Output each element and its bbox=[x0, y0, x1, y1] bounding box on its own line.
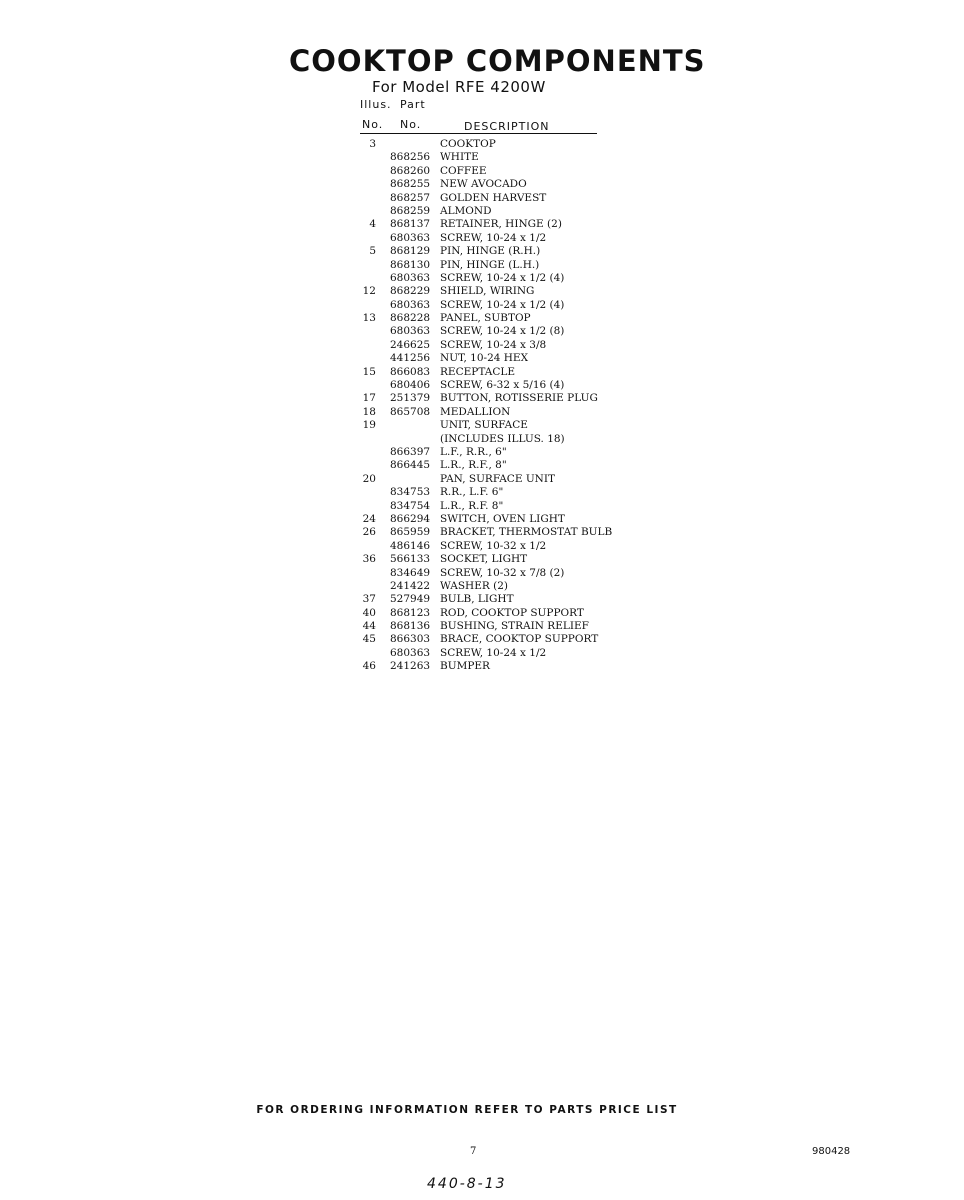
illus-number: 3 bbox=[369, 138, 376, 150]
parts-row bbox=[360, 352, 640, 365]
parts-row bbox=[360, 259, 640, 272]
illus-number: 36 bbox=[362, 553, 376, 566]
parts-row bbox=[360, 419, 640, 432]
part-number: 866397 bbox=[390, 445, 431, 458]
part-description: WASHER (2) bbox=[440, 579, 508, 592]
parts-row bbox=[360, 513, 640, 526]
part-number: 241422 bbox=[390, 579, 431, 592]
parts-row bbox=[360, 526, 640, 539]
parts-row bbox=[360, 245, 640, 258]
part-number: 566133 bbox=[390, 553, 431, 566]
part-description: (INCLUDES ILLUS. 18) bbox=[440, 432, 565, 445]
parts-row bbox=[360, 540, 640, 553]
part-number: 868255 bbox=[390, 178, 431, 191]
part-number: 868129 bbox=[390, 245, 431, 258]
illus-number: 17 bbox=[362, 392, 376, 405]
parts-row bbox=[360, 151, 640, 164]
part-description: SCREW, 10-24 x 1/2 (4) bbox=[440, 298, 565, 311]
part-number: 866445 bbox=[390, 459, 431, 472]
description-header: DESCRIPTION bbox=[464, 120, 550, 133]
illus-number: 13 bbox=[362, 312, 376, 325]
part-description: SCREW, 10-24 x 1/2 bbox=[440, 646, 547, 659]
illus-number: 5 bbox=[369, 245, 376, 258]
illus-number: 18 bbox=[362, 405, 376, 418]
part-description: ROD, COOKTOP SUPPORT bbox=[440, 606, 584, 619]
part-description: PANEL, SUBTOP bbox=[440, 312, 531, 325]
parts-row bbox=[360, 366, 640, 379]
part-number: 680406 bbox=[390, 379, 431, 392]
part-number: 680363 bbox=[390, 231, 431, 244]
illus-number: 46 bbox=[362, 660, 376, 673]
part-description: BRACKET, THERMOSTAT BULB bbox=[440, 526, 613, 539]
part-number: 868260 bbox=[390, 164, 431, 177]
parts-row bbox=[360, 379, 640, 392]
parts-row bbox=[360, 660, 640, 673]
part-description: ALMOND bbox=[440, 204, 492, 217]
illus-number: 19 bbox=[362, 419, 376, 432]
parts-row bbox=[360, 433, 640, 446]
parts-row bbox=[360, 325, 640, 338]
part-description: SHIELD, WIRING bbox=[440, 285, 535, 298]
part-description: RETAINER, HINGE (2) bbox=[440, 218, 562, 231]
part-number: 680363 bbox=[390, 325, 431, 338]
parts-row bbox=[360, 285, 640, 298]
parts-row bbox=[360, 633, 640, 646]
part-description: BUSHING, STRAIN RELIEF bbox=[440, 620, 589, 633]
parts-row bbox=[360, 205, 640, 218]
header-rule bbox=[360, 133, 597, 134]
part-description: PIN, HINGE (R.H.) bbox=[440, 245, 541, 258]
illus-number: 20 bbox=[362, 472, 376, 485]
parts-row bbox=[360, 299, 640, 312]
part-number: 865959 bbox=[390, 526, 431, 539]
parts-row bbox=[360, 500, 640, 513]
part-description: MEDALLION bbox=[440, 405, 511, 418]
illus-number: 37 bbox=[362, 593, 376, 606]
part-number: 868257 bbox=[390, 191, 431, 204]
part-number: 834753 bbox=[390, 486, 431, 499]
part-number: 868136 bbox=[390, 620, 431, 633]
illus-number: 24 bbox=[362, 512, 376, 525]
part-number: 868259 bbox=[390, 204, 431, 217]
illus-header-top: Illus. bbox=[360, 98, 392, 111]
part-no-header: No. bbox=[400, 118, 422, 131]
parts-row bbox=[360, 459, 640, 472]
parts-row bbox=[360, 620, 640, 633]
illus-number: 44 bbox=[362, 620, 376, 633]
part-number: 868256 bbox=[390, 151, 431, 164]
part-number: 866294 bbox=[390, 512, 431, 525]
part-number: 441256 bbox=[390, 352, 431, 365]
part-description: WHITE bbox=[440, 151, 479, 164]
ordering-footer: FOR ORDERING INFORMATION REFER TO PARTS PRICE LIST bbox=[256, 1104, 678, 1116]
part-description: L.R., R.F. 8" bbox=[440, 499, 504, 512]
part-number: 868137 bbox=[390, 218, 431, 231]
part-number: 868130 bbox=[390, 258, 431, 271]
part-description: RECEPTACLE bbox=[440, 365, 516, 378]
part-description: BULB, LIGHT bbox=[440, 593, 514, 606]
part-number: 680363 bbox=[390, 646, 431, 659]
parts-row bbox=[360, 272, 640, 285]
illus-no-header: No. bbox=[362, 118, 384, 131]
parts-row bbox=[360, 567, 640, 580]
part-number: 868228 bbox=[390, 312, 431, 325]
parts-row bbox=[360, 192, 640, 205]
parts-row bbox=[360, 553, 640, 566]
part-description: NUT, 10-24 HEX bbox=[440, 352, 529, 365]
parts-row bbox=[360, 138, 640, 151]
part-description: BUTTON, ROTISSERIE PLUG bbox=[440, 392, 598, 405]
illus-number: 15 bbox=[362, 365, 376, 378]
parts-row bbox=[360, 580, 640, 593]
illus-number: 26 bbox=[362, 526, 376, 539]
parts-row bbox=[360, 165, 640, 178]
parts-row bbox=[360, 593, 640, 606]
parts-row bbox=[360, 486, 640, 499]
illus-number: 4 bbox=[369, 218, 376, 231]
parts-row bbox=[360, 339, 640, 352]
illus-number: 40 bbox=[362, 606, 376, 619]
part-description: SCREW, 10-32 x 7/8 (2) bbox=[440, 566, 565, 579]
part-number: 241263 bbox=[390, 660, 431, 673]
part-description: COOKTOP bbox=[440, 138, 496, 150]
part-number: 866303 bbox=[390, 633, 431, 646]
part-number: 868123 bbox=[390, 606, 431, 619]
parts-row bbox=[360, 647, 640, 660]
part-description: SCREW, 10-24 x 1/2 (4) bbox=[440, 271, 565, 284]
parts-row bbox=[360, 473, 640, 486]
model-subtitle: For Model RFE 4200W bbox=[372, 78, 546, 96]
part-description: PIN, HINGE (L.H.) bbox=[440, 258, 540, 271]
parts-row bbox=[360, 607, 640, 620]
part-description: R.R., L.F. 6" bbox=[440, 486, 504, 499]
part-number: 865708 bbox=[390, 405, 431, 418]
part-number: 486146 bbox=[390, 539, 431, 552]
parts-row bbox=[360, 406, 640, 419]
part-number: 868229 bbox=[390, 285, 431, 298]
part-description: GOLDEN HARVEST bbox=[440, 191, 547, 204]
illus-number: 12 bbox=[362, 285, 376, 298]
part-description: SOCKET, LIGHT bbox=[440, 553, 528, 566]
part-number: 680363 bbox=[390, 298, 431, 311]
part-description: SCREW, 10-24 x 3/8 bbox=[440, 338, 547, 351]
part-description: COFFEE bbox=[440, 164, 487, 177]
part-description: BRACE, COOKTOP SUPPORT bbox=[440, 633, 599, 646]
part-description: L.R., R.F., 8" bbox=[440, 459, 507, 472]
part-description: BUMPER bbox=[440, 660, 490, 673]
illus-number: 45 bbox=[362, 633, 376, 646]
part-description: SCREW, 10-24 x 1/2 bbox=[440, 231, 547, 244]
parts-row bbox=[360, 232, 640, 245]
part-header-top: Part bbox=[400, 98, 426, 111]
parts-row bbox=[360, 178, 640, 191]
part-description: SCREW, 10-32 x 1/2 bbox=[440, 539, 547, 552]
part-number: 246625 bbox=[390, 338, 431, 351]
parts-row bbox=[360, 446, 640, 459]
parts-row bbox=[360, 312, 640, 325]
parts-list bbox=[360, 138, 640, 674]
part-number: 834754 bbox=[390, 499, 431, 512]
part-description: NEW AVOCADO bbox=[440, 178, 527, 191]
part-number: 251379 bbox=[390, 392, 431, 405]
part-description: SCREW, 10-24 x 1/2 (8) bbox=[440, 325, 565, 338]
part-number: 680363 bbox=[390, 271, 431, 284]
page-title: COOKTOP COMPONENTS bbox=[289, 44, 706, 78]
part-description: L.F., R.R., 6" bbox=[440, 445, 507, 458]
handwritten-note: 440-8-13 bbox=[427, 1176, 507, 1192]
parts-row bbox=[360, 392, 640, 405]
part-description: SCREW, 6-32 x 5/16 (4) bbox=[440, 379, 565, 392]
part-description: UNIT, SURFACE bbox=[440, 419, 528, 432]
page-number: 7 bbox=[470, 1146, 477, 1157]
parts-row bbox=[360, 218, 640, 231]
document-number: 980428 bbox=[812, 1146, 851, 1157]
part-description: SWITCH, OVEN LIGHT bbox=[440, 512, 565, 525]
part-number: 834649 bbox=[390, 566, 431, 579]
part-number: 527949 bbox=[390, 593, 431, 606]
part-description: PAN, SURFACE UNIT bbox=[440, 472, 556, 485]
part-number: 866083 bbox=[390, 365, 431, 378]
